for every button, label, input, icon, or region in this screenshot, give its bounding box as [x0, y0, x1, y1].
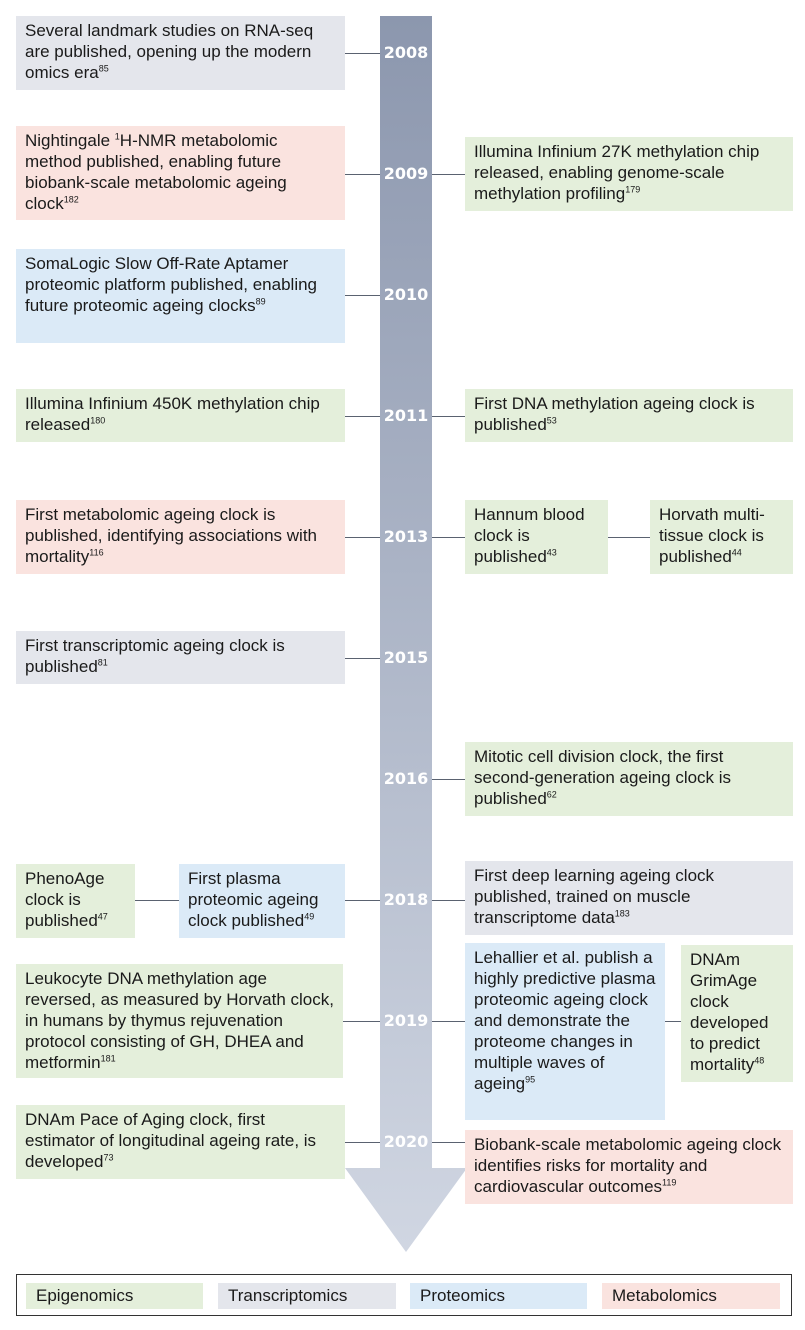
event-text: First deep learning ageing clock published, trained on muscle transcriptome data: [474, 866, 715, 927]
event-2020-pace-of-aging: [16, 1105, 345, 1179]
reference-number: 180: [90, 415, 106, 426]
event-text-prefix: Nightingale: [25, 131, 115, 150]
year-label-2019: 2019: [383, 1011, 429, 1030]
event-2015-transcriptomic-clock: [16, 631, 345, 684]
year-label-2018: 2018: [383, 890, 429, 909]
reference-number: 49: [304, 911, 315, 922]
event-2019-leukocyte-methylation: [16, 964, 343, 1078]
connector-2011-right: [432, 416, 465, 417]
event-2008-rnaseq: [16, 16, 345, 90]
event-text: First transcriptomic ageing clock is published: [25, 636, 285, 676]
reference-number: 44: [731, 547, 742, 558]
reference-number: 47: [97, 911, 108, 922]
legend-item-proteomics: Proteomics: [410, 1283, 587, 1309]
event-2011-450k-chip: [16, 389, 345, 442]
reference-number: 89: [255, 296, 266, 307]
event-text: Biobank-scale metabolomic ageing clock identifies risks for mortality and cardiovascular outcomes: [474, 1135, 782, 1196]
connector-2013-left: [345, 537, 380, 538]
reference-number: 116: [89, 547, 104, 558]
reference-number: 73: [103, 1152, 114, 1163]
connector-2011-left: [345, 416, 380, 417]
year-label-2009: 2009: [383, 164, 429, 183]
event-text: Leukocyte DNA methylation age reversed, as measured by Horvath clock, in humans by thymus rejuvenation protocol consisting of GH, DHEA and metformin: [25, 969, 334, 1072]
event-2019-lehallier-proteomic-clock: [465, 943, 665, 1120]
event-text: First DNA methylation ageing clock is published: [474, 394, 755, 434]
connector-2013-right: [432, 537, 465, 538]
reference-number: 43: [546, 547, 557, 558]
legend-item-metabolomics: Metabolomics: [602, 1283, 780, 1309]
event-2018-deep-learning-clock: [465, 861, 793, 935]
event-text: H-NMR metabolomic method published, enabling future biobank-scale metabolomic ageing clock: [25, 131, 287, 213]
event-text: Hannum blood clock is published: [474, 505, 585, 566]
reference-number: 85: [98, 63, 109, 74]
event-2009-27k-chip: [465, 137, 793, 211]
event-text: Illumina Infinium 27K methylation chip released, enabling genome-scale methylation profiling: [474, 142, 760, 203]
event-2019-grimage-clock: [681, 945, 793, 1082]
connector-2015-left: [345, 658, 380, 659]
event-text: SomaLogic Slow Off-Rate Aptamer proteomic platform published, enabling future proteomic ageing clocks: [25, 254, 318, 315]
connector-2009-left: [345, 174, 380, 175]
year-label-2020: 2020: [383, 1132, 429, 1151]
connector-2019-lehallier-grimage: [665, 1021, 681, 1022]
year-label-2015: 2015: [383, 648, 429, 667]
event-text: Several landmark studies on RNA-seq are published, opening up the modern omics era: [25, 21, 314, 82]
event-2016-mitotic-clock: [465, 742, 793, 816]
connector-2018-right: [432, 900, 465, 901]
event-text: PhenoAge clock is published: [25, 869, 105, 930]
reference-number: 182: [63, 194, 79, 205]
event-2009-nightingale: [16, 126, 345, 220]
event-2011-first-dnam-clock: [465, 389, 793, 442]
connector-2016-right: [432, 779, 465, 780]
connector-2020-left: [345, 1142, 380, 1143]
connector-2013-hannum-horvath: [608, 537, 650, 538]
event-2018-plasma-proteomic-clock: [179, 864, 345, 938]
legend-item-epigenomics: Epigenomics: [26, 1283, 203, 1309]
connector-2009-right: [432, 174, 465, 175]
reference-number: 48: [754, 1055, 765, 1066]
event-text: DNAm Pace of Aging clock, first estimator of longitudinal ageing rate, is developed: [25, 1110, 317, 1171]
reference-number: 95: [525, 1074, 536, 1085]
event-2013-first-metabolomic-clock: [16, 500, 345, 574]
year-label-2013: 2013: [383, 527, 429, 546]
connector-2020-right: [432, 1142, 465, 1143]
event-2010-somalogic: [16, 249, 345, 343]
connector-2019-right: [432, 1021, 465, 1022]
reference-number: 179: [625, 184, 641, 195]
reference-number: 181: [100, 1053, 116, 1064]
event-text: DNAm GrimAge clock developed to predict mortality: [690, 950, 769, 1074]
event-text: Horvath multi-tissue clock is published: [659, 505, 765, 566]
reference-number: 81: [97, 657, 108, 668]
isotope-superscript: 1: [114, 131, 120, 142]
connector-2018-left: [345, 900, 380, 901]
year-label-2011: 2011: [383, 406, 429, 425]
event-2013-hannum-clock: [465, 500, 608, 574]
connector-2019-left: [343, 1021, 380, 1022]
event-text: Illumina Infinium 450K methylation chip released: [25, 394, 320, 434]
connector-2010-left: [345, 295, 380, 296]
legend: [16, 1274, 792, 1316]
event-2020-biobank-metabolomic-clock: [465, 1130, 793, 1204]
event-text: First metabolomic ageing clock is published, identifying associations with mortality: [25, 505, 318, 566]
event-2013-horvath-clock: [650, 500, 793, 574]
legend-item-transcriptomics: Transcriptomics: [218, 1283, 396, 1309]
reference-number: 53: [546, 415, 557, 426]
event-text: First plasma proteomic ageing clock published: [188, 869, 319, 930]
reference-number: 119: [662, 1177, 677, 1188]
reference-number: 62: [546, 789, 557, 800]
event-2018-phenoage: [16, 864, 135, 938]
year-label-2010: 2010: [383, 285, 429, 304]
connector-2018-phenoage-plasma: [135, 900, 179, 901]
year-label-2016: 2016: [383, 769, 429, 788]
year-label-2008: 2008: [383, 43, 429, 62]
connector-2008-left: [345, 53, 380, 54]
reference-number: 183: [614, 908, 630, 919]
event-text: Mitotic cell division clock, the first second-generation ageing clock is published: [474, 747, 732, 808]
event-text: Lehallier et al. publish a highly predictive plasma proteomic ageing clock and demonstrate the proteome changes in multiple waves of ageing: [474, 948, 656, 1093]
